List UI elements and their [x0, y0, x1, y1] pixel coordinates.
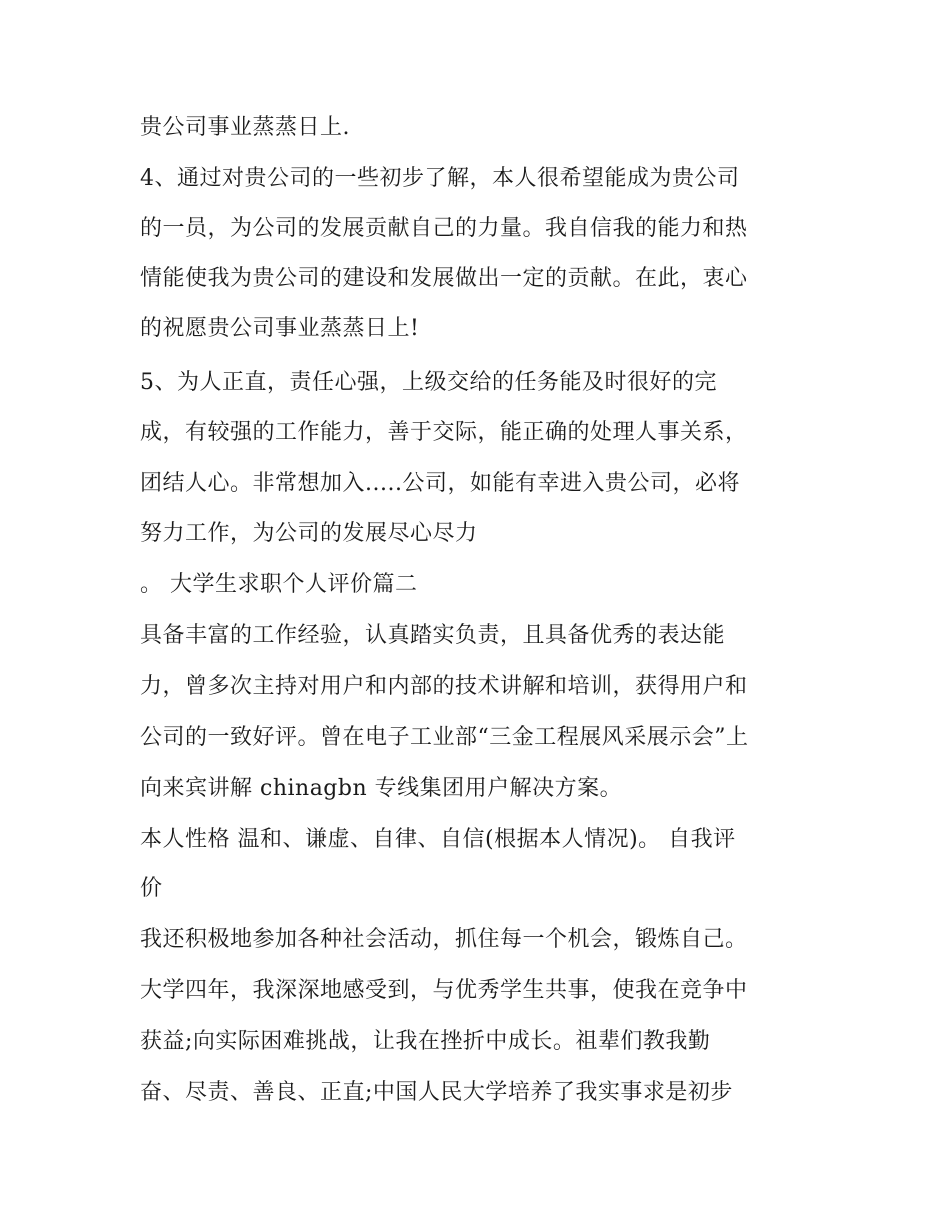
text-line: 成，有较强的工作能力，善于交际，能正确的处理人事关系， — [140, 420, 748, 445]
text-line: 获益;向实际困难挑战，让我在挫折中成长。祖辈们教我勤 — [140, 1029, 711, 1054]
text-line: 努力工作，为公司的发展尽心尽力 — [140, 521, 478, 546]
text-line: 的祝愿贵公司事业蒸蒸日上! — [140, 316, 420, 341]
section-heading: 。 大学生求职个人评价篇二 — [140, 572, 418, 597]
text-line: 的一员，为公司的发展贡献自己的力量。我自信我的能力和热 — [140, 216, 748, 241]
text-line: 4、通过对贵公司的一些初步了解，本人很希望能成为贵公司 — [140, 166, 740, 191]
text-line: 情能使我为贵公司的建设和发展做出一定的贡献。在此，衷心 — [140, 266, 748, 291]
text-line: 5、为人正直，责任心强，上级交给的任务能及时很好的完 — [140, 370, 717, 395]
text-line: 我还积极地参加各种社会活动，抓住每一个机会，锻炼自己。 — [140, 927, 748, 952]
text-line: 团结人心。非常想加入.....公司，如能有幸进入贵公司，必将 — [140, 471, 740, 496]
text-line: 向来宾讲解 chinagbn 专线集团用户解决方案。 — [140, 776, 623, 801]
text-line: 价 — [140, 876, 163, 901]
text-line: 具备丰富的工作经验，认真踏实负责，且具备优秀的表达能 — [140, 623, 726, 648]
text-line: 公司的一致好评。曾在电子工业部“三金工程展风采展示会”上 — [140, 725, 749, 750]
text-line: 贵公司事业蒸蒸日上. — [140, 115, 350, 140]
text-line: 奋、尽责、善良、正直;中国人民大学培养了我实事求是初步 — [140, 1080, 733, 1105]
text-line: 力，曾多次主持对用户和内部的技术讲解和培训，获得用户和 — [140, 674, 748, 699]
text-line: 大学四年，我深深地感受到，与优秀学生共事，使我在竞争中 — [140, 978, 748, 1003]
text-line: 本人性格 温和、谦虚、自律、自信(根据本人情况)。 自我评 — [140, 827, 736, 852]
